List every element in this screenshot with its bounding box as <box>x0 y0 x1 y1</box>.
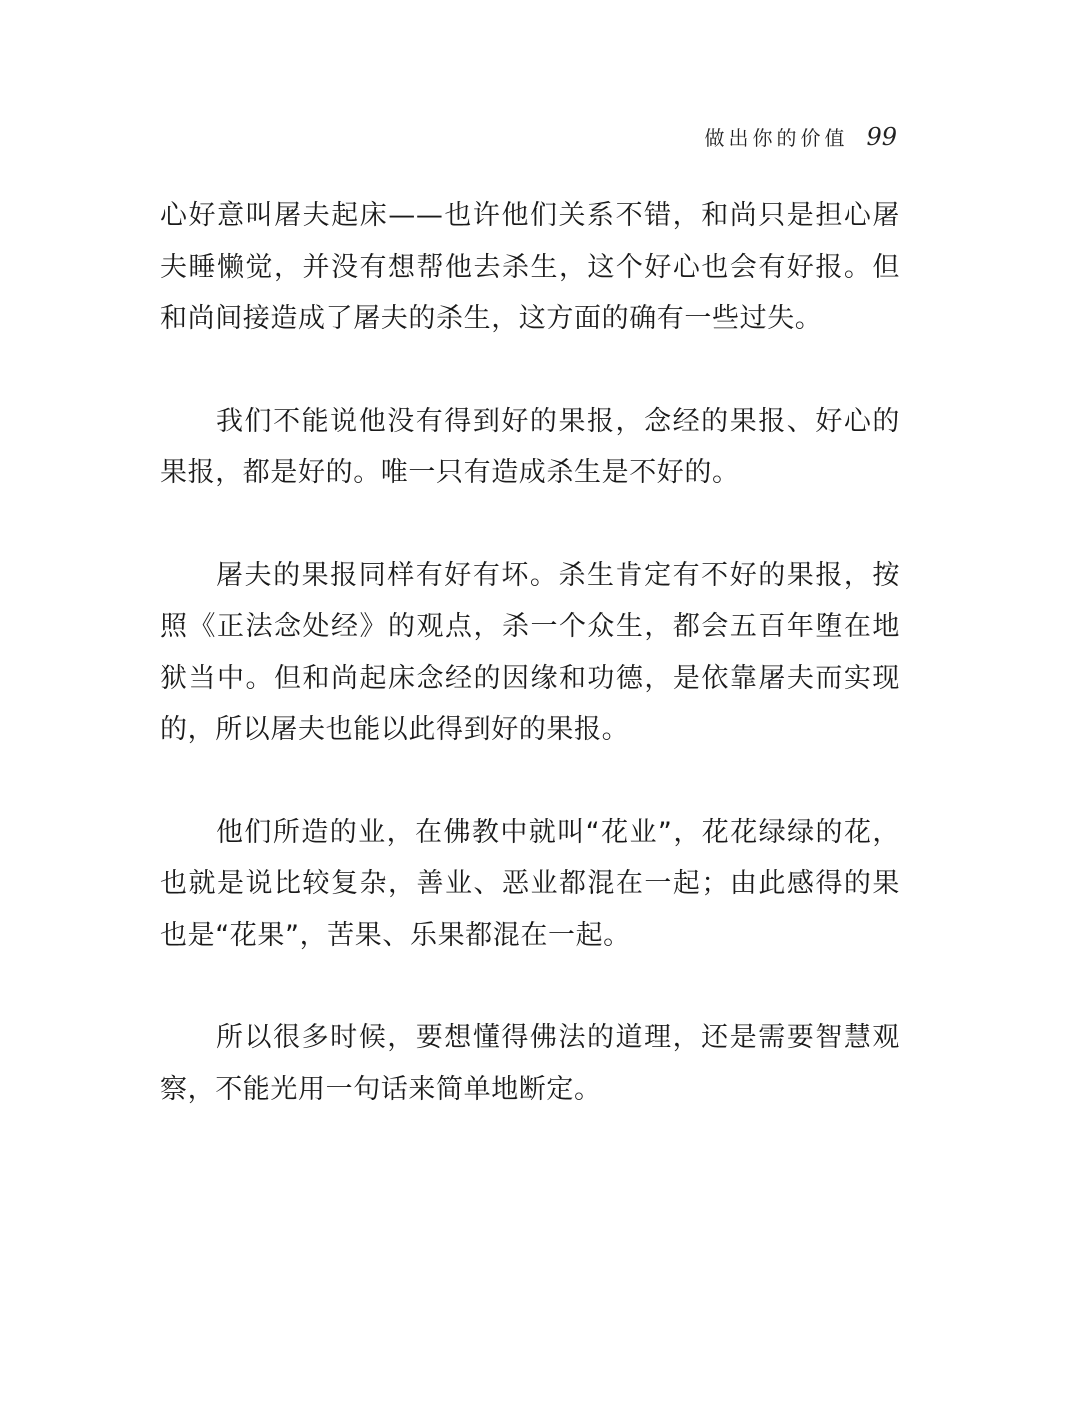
page-number: 99 <box>866 123 897 151</box>
paragraph-4: 他们所造的业，在佛教中就叫“花业”，花花绿绿的花，也就是说比较复杂，善业、恶业都混在一起；由此感得的果也是“花果”，苦果、乐果都混在一起。 <box>160 816 900 951</box>
running-header <box>704 122 897 151</box>
paragraph-5: 所以很多时候，要想懂得佛法的道理，还是需要智慧观察，不能光用一句话来简单地断定。 <box>160 1022 900 1105</box>
chapter-title: 做出你的价值 <box>704 126 849 150</box>
paragraph-3: 屠夫的果报同样有好有坏。杀生肯定有不好的果报，按照《正法念处经》的观点，杀一个众生，都会五百年堕在地狱当中。但和尚起床念经的因缘和功德，是依靠屠夫而实现的，所以屠夫也能以此得到好的果报。 <box>160 559 900 745</box>
paragraph-2: 我们不能说他没有得到好的果报，念经的果报、好心的果报，都是好的。唯一只有造成杀生是不好的。 <box>160 405 900 488</box>
body-text <box>160 190 900 1166</box>
paragraph-1: 心好意叫屠夫起床——也许他们关系不错，和尚只是担心屠夫睡懒觉，并没有想帮他去杀生，这个好心也会有好报。但和尚间接造成了屠夫的杀生，这方面的确有一些过失。 <box>160 200 900 334</box>
